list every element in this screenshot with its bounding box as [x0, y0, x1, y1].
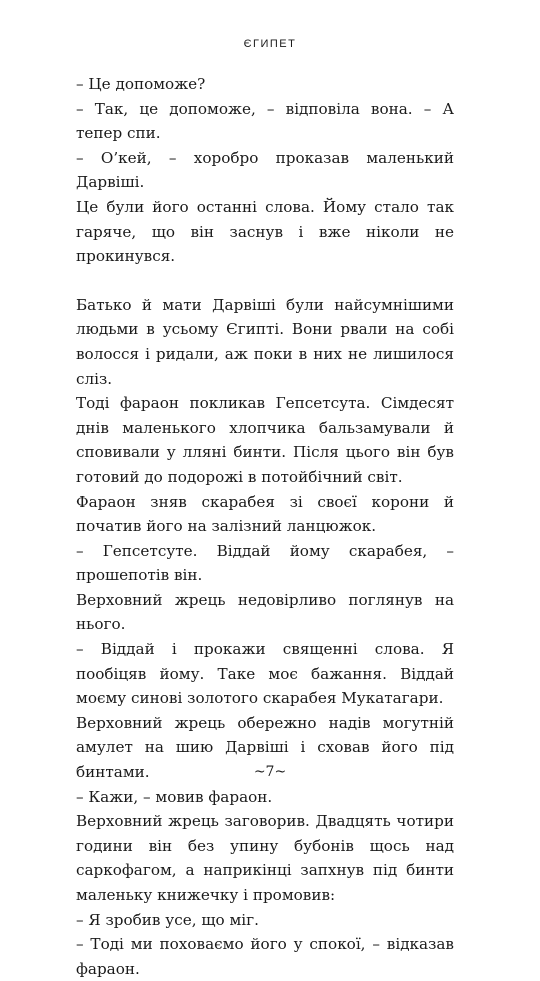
paragraph: Це були його останні слова. Йому стало так гаряче, що він заснув і вже ніколи не прокинувся.	[76, 197, 454, 266]
paragraph: Фараон зняв скарабея зі своєї корони й початив його на залізний ланцюжок.	[76, 492, 454, 536]
paragraph: – Я зробив усе, що міг.	[76, 910, 259, 929]
paragraph: – Це допоможе?	[76, 75, 206, 93]
paragraph: – Гепсетсуте. Віддай йому скарабея, – прошепотів він.	[76, 541, 454, 585]
body-text	[76, 72, 454, 981]
paragraph: – Так, це допоможе, – відповіла вона. – А тепер спи.	[76, 99, 454, 143]
paragraph: Верховний жрець недовірливо поглянув на нього.	[76, 590, 454, 634]
paragraph: – Кажи, – мовив фараон.	[76, 787, 273, 806]
running-head: ЄГИПЕТ	[243, 38, 297, 50]
paragraph: – Віддай і прокажи священні слова. Я пообіцяв йому. Таке моє бажання. Віддай моєму синові золотого скарабея Мукатагари.	[76, 640, 454, 708]
paragraph: – Тоді ми поховаємо його у спокої, – відказав фараон.	[76, 935, 454, 978]
paragraph: Верховний жрець обережно надів могутній амулет на шию Дарвіші і сховав його під бинтами.	[76, 713, 454, 782]
paragraph: Верховний жрець заговорив. Двадцять чотири години він без упину бубонів щось над саркофагом, а наприкінці запхнув під бинти маленьку книжечку і промовив:	[76, 812, 454, 904]
paragraph: – О’кей, – хоробро проказав маленький Дарвіші.	[76, 148, 454, 192]
page-number: ~7~	[253, 764, 287, 780]
paragraph: Батько й мати Дарвіші були найсумнішими людьми в усьому Єгипті. Вони рвали на собі волосся і ридали, аж поки в них не лишилося сліз.	[76, 295, 454, 388]
paragraph: Тоді фараон покликав Гепсетсута. Сімдесят днів маленького хлопчика бальзамували й сповивали у лляні бинти. Після цього він був готовий до подорожі в потойбічний світ.	[76, 394, 454, 486]
